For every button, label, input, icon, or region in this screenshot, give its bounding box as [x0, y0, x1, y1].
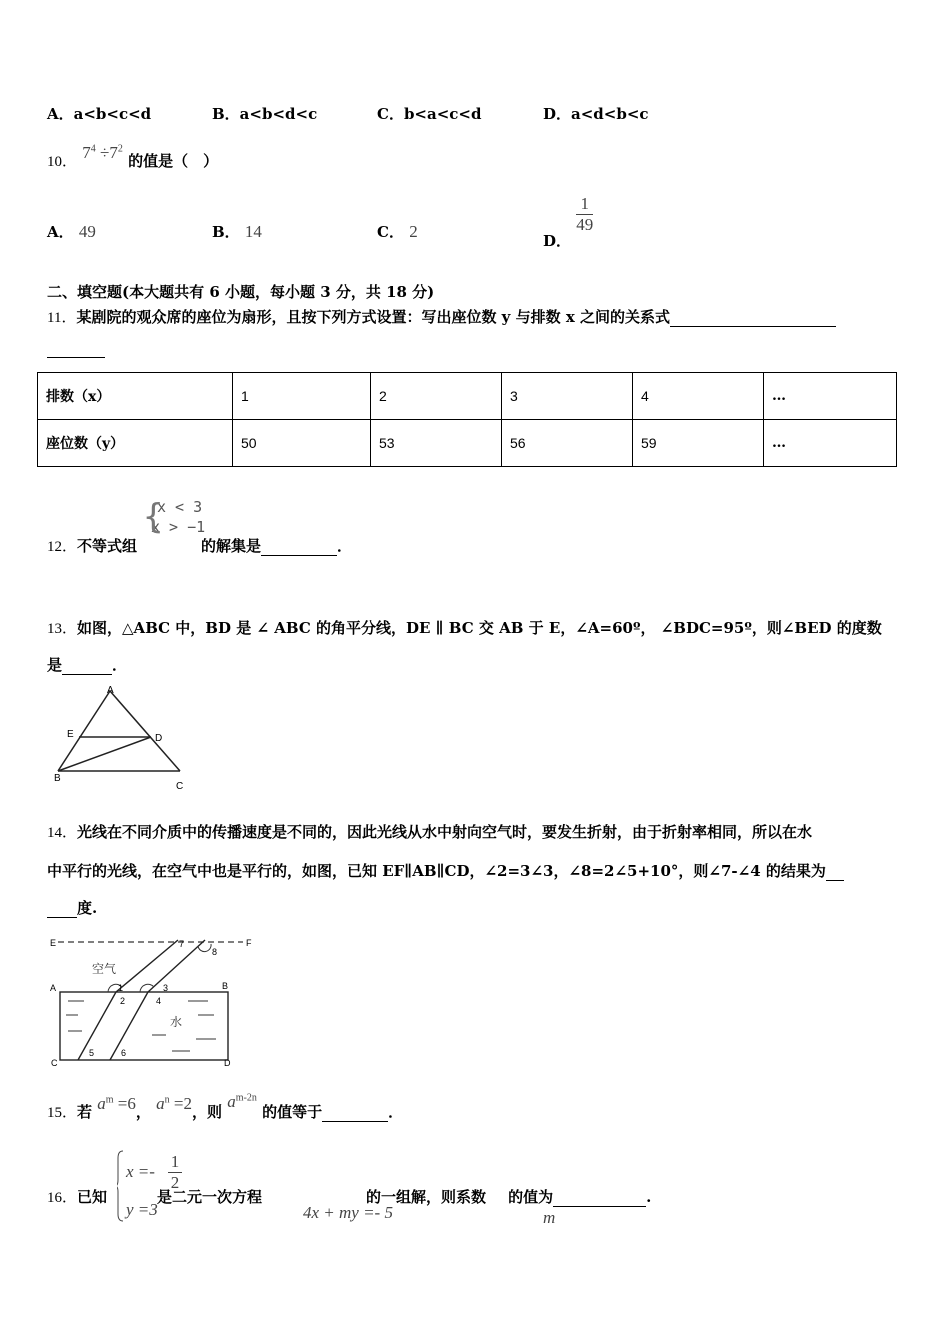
q11-answer-blank-cont[interactable] [47, 357, 105, 358]
ray-2-water [110, 992, 148, 1060]
q14-answer-blank-cont[interactable] [47, 903, 77, 918]
q14-stem-end: 度. [47, 897, 97, 918]
table-cell: 座位数（y） [38, 420, 233, 467]
q15-stem: 15．若 $a^m =6$， $a^n =2$，则 $a^{m-2n}$ 的值等于 ． [47, 1092, 404, 1121]
q14-refraction-figure [48, 935, 260, 1070]
angle-label-7: 7 [179, 939, 185, 949]
table-cell: 排数（x） [38, 373, 233, 420]
label-a: A [50, 983, 57, 993]
q9-option-d: D．a<d<b<c [543, 105, 649, 123]
label-f: F [246, 938, 252, 948]
label-e: E [50, 938, 57, 948]
table-cell: 56 [502, 420, 633, 467]
q16-equation: 4x + my =- 5 [303, 1203, 393, 1222]
q14-stem-cont: 中平行的光线，在空气中也是平行的，如图，已知 EF∥AB∥CD，∠2=3∠3，∠8=2∠5+10°，则∠7-∠4 的结果为 [47, 860, 844, 881]
table-row [38, 373, 897, 420]
table-cell: 50 [233, 420, 371, 467]
table-cell: 59 [633, 420, 764, 467]
q13-stem-cont: 是 ． [47, 656, 128, 674]
q10-option-d-fraction: $\frac{1}{49}$ [576, 194, 594, 234]
q11-seat-table [37, 372, 897, 467]
q11-answer-blank[interactable] [670, 312, 836, 327]
q16-coefficient-m: m [543, 1208, 556, 1227]
label-d: D [224, 1058, 231, 1068]
table-cell: … [764, 373, 897, 420]
q14-answer-blank[interactable] [826, 866, 844, 881]
label-b: B [222, 981, 229, 991]
q13-stem: 13．如图，△ABC 中，BD 是 ∠ ABC 的角平分线，DE ∥ BC 交 AB 于 E，∠A=60º， ∠BDC=95º，则∠BED 的度数 [47, 619, 882, 637]
q14-stem: 14．光线在不同介质中的传播速度是不同的，因此光线从水中射向空气时，要发生折射，由于折射率相同，所以在水 [47, 823, 813, 841]
q9-option-a: A．a<b<c<d [47, 105, 152, 123]
q12-stem: 12．不等式组 的解集是 ． [47, 537, 353, 555]
section-title: 二、填空题(本大题共有 6 小题，每小题 3 分，共 18 分) [47, 283, 435, 301]
q15-expr-an: $a^n =2$ [156, 1094, 192, 1113]
q10-option-a: A． 49 [47, 222, 96, 241]
table-cell: 4 [633, 373, 764, 420]
table-cell: 53 [371, 420, 502, 467]
q10-option-c: C． 2 [377, 222, 418, 241]
q12-answer-blank[interactable] [261, 541, 337, 556]
q13-triangle-figure [50, 683, 190, 795]
label-c: C [51, 1058, 58, 1068]
label-b: B [54, 773, 61, 784]
q9-option-b: B．a<b<d<c [212, 105, 318, 123]
q10-option-d: D． $\frac{1}{49}$ [543, 194, 594, 250]
q10-number: 10． [47, 154, 78, 170]
label-e: E [67, 729, 74, 740]
q10-stem [47, 143, 219, 171]
q15-answer-blank[interactable] [322, 1107, 388, 1122]
q16-answer-blank[interactable] [553, 1192, 646, 1207]
angle-label-3: 3 [163, 983, 169, 993]
angle-label-4: 4 [156, 996, 162, 1006]
q9-option-c: C．b<a<c<d [377, 105, 482, 123]
edge-ac [110, 691, 180, 771]
angle-label-1: 1 [118, 983, 124, 993]
q12-inequality-system: { x < 3 x > −1 [143, 497, 206, 537]
q11-stem: 11．某剧院的观众席的座位为扇形，且按下列方式设置：写出座位数 y 与排数 x 之间的关系式 [47, 306, 836, 327]
label-d: D [155, 733, 163, 744]
angle-label-2: 2 [120, 996, 126, 1006]
ray-2-air [148, 940, 205, 992]
q11-question-text: 某剧院的观众席的座位为扇形，且按下列方式设置：写出座位数 y 与排数 x 之间的关系式 [76, 308, 671, 326]
q10-question-text: 的值是（ ） [128, 152, 219, 170]
angle-label-8: 8 [212, 947, 218, 957]
q15-expr-result: $a^{m-2n}$ [227, 1092, 257, 1111]
table-cell: … [764, 420, 897, 467]
table-row [38, 420, 897, 467]
q10-option-b: B． 14 [212, 222, 262, 241]
table-cell: 2 [371, 373, 502, 420]
table-cell: 1 [233, 373, 371, 420]
label-water: 水 [170, 1015, 183, 1029]
ray-1-water [78, 992, 116, 1060]
label-a: A [107, 685, 114, 696]
q16-stem: 16．已知 是二元一次方程 的一组解，则系数 的值为 . [47, 1188, 652, 1206]
water-container [60, 992, 228, 1060]
segment-bd [58, 737, 151, 771]
angle-label-5: 5 [89, 1048, 95, 1058]
q13-answer-blank[interactable] [62, 660, 112, 675]
label-c: C [176, 781, 184, 792]
q15-expr-am: $a^m =6$ [97, 1094, 136, 1113]
label-air: 空气 [92, 962, 117, 976]
table-cell: 3 [502, 373, 633, 420]
angle-label-6: 6 [121, 1048, 127, 1058]
q10-expression: $7^4 \div 7^2$ [82, 143, 123, 162]
edge-ab [58, 691, 110, 771]
